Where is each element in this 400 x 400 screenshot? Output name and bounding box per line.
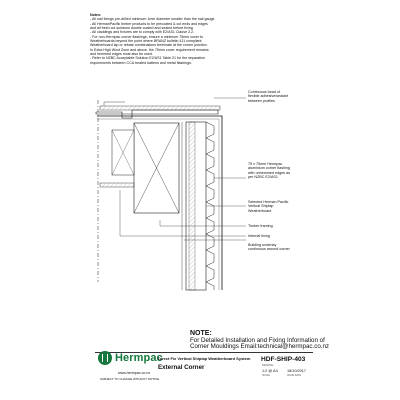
notes-line-4: - All claddings and fixtures are to comply with E2/AS1 Clause 2.2. xyxy=(90,30,195,35)
system-name: Direct Fix Vertical Shiplap Weatherboard System xyxy=(158,356,251,361)
drawing-title: External Corner xyxy=(158,364,205,371)
callout-building-underlay: Building underlay continuous around corner xyxy=(248,243,290,252)
notes-line-10: - Refer to NZBC Acceptable Solution E2/AS1 Table 21 for the separation xyxy=(90,56,205,61)
hermpac-logo-icon xyxy=(98,351,112,365)
notes-line-1: - All nail fixings pre-drilled minimum 1mm diameter smaller than the nail gauge. xyxy=(90,17,216,22)
notes-line-2: - All HermanPacific timber products to be precoated & cut ends and edges xyxy=(90,21,208,26)
issue-date-value: 18/10/2017 xyxy=(287,369,307,373)
notes-line-7: Weatherboard lap or rebate combinations terminate at the corner junction. xyxy=(90,43,208,48)
brand-name: Hermpac xyxy=(115,352,163,364)
subject-to-change: SUBJECT TO CHANGE WITHOUT NOTICE xyxy=(100,377,160,381)
timber-framing xyxy=(112,123,179,213)
callout-timber-framing: Timber framing xyxy=(248,224,273,228)
scale-label: SCALE xyxy=(262,374,270,377)
callout-weatherboard: Selected Herman Pacific Vertical Shiplap Weatherboard xyxy=(248,200,289,213)
notes-line-11: requirements between CCA treated battens and metal flashings. xyxy=(90,60,192,65)
callout-sealant: Continuous bead of flexible adhesive/sealant between profiles xyxy=(248,90,289,103)
callout-corner-flashing: 75 x 75mm Hermpac aluminium corner flashing with unhemmed edges as per NZBC E2/AS1 xyxy=(248,162,291,179)
notes-line-9: and hemmed edges must also be used. xyxy=(90,52,153,57)
drawing-label: DRAWING xyxy=(262,364,274,367)
notes-heading: Notes: xyxy=(90,13,102,17)
notes-line-3: and all fresh cut surfaces double coated and sealed before fixing. xyxy=(90,26,194,31)
notes-line-6: Weatherboards beyond the point where BRANZ bulletin 411 compliant xyxy=(90,39,202,44)
installation-note-line-2: Corner Mouldings Email:technical@hermpac.co.nz xyxy=(190,343,330,351)
callout-internal-lining: Internal lining xyxy=(248,234,270,238)
notes-line-8: In Extra High Wind Zone and above, the 75mm cover requirement remains xyxy=(90,47,209,52)
notes-line-5: - For non-Hermpac corner flashings, ensure a minimum 75mm cover to xyxy=(90,34,204,39)
internal-lining xyxy=(100,183,134,187)
installation-note-title: NOTE: xyxy=(190,330,212,337)
drawing-number: HDF-SHIP-403 xyxy=(261,356,306,363)
issue-date-label: ISSUE DATE xyxy=(287,374,302,377)
scale-value: 1:2 @ A4 xyxy=(262,369,278,373)
brand-logo xyxy=(98,351,163,365)
installation-note-line-1: For Detailed Installation and Fixing Information of xyxy=(190,336,325,344)
website: www.hermpac.co.nz xyxy=(118,371,151,375)
installation-note xyxy=(190,331,329,351)
